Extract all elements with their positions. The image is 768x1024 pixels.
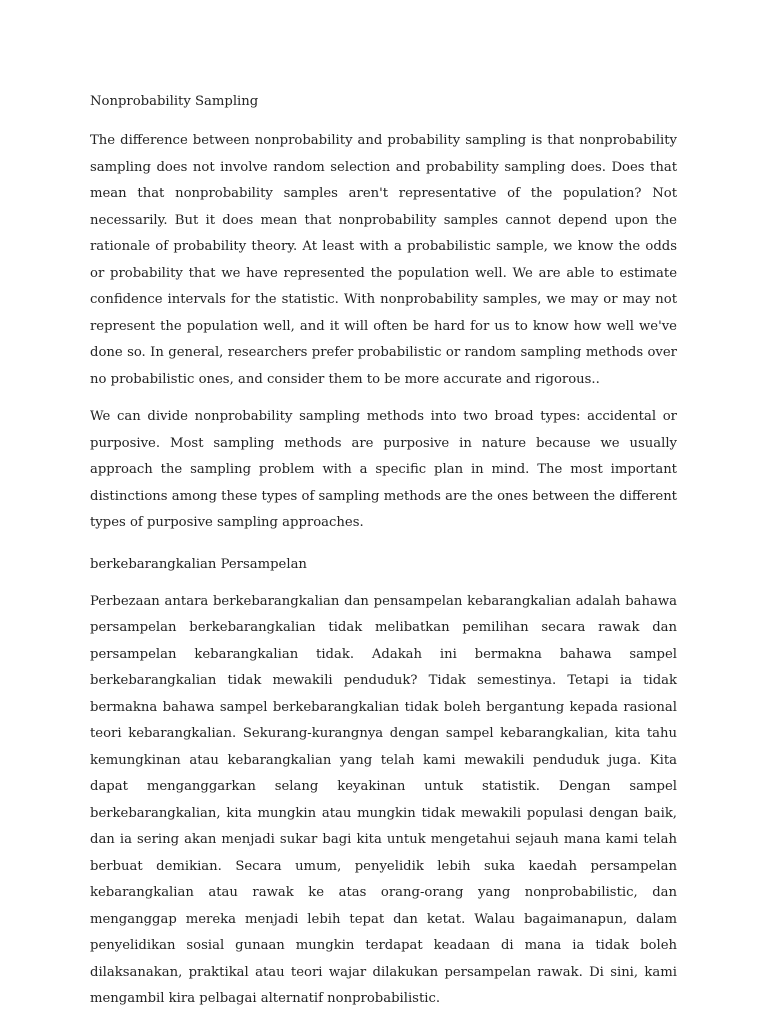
heading-nonprobability-sampling: Nonprobability Sampling	[90, 94, 259, 109]
paragraph-difference: The difference between nonprobability and probability sampling is that nonprobability sampling does not involve random selection and probability sampling does. Does that mean that nonprobability samples aren't representative of the population? Not necessarily. But it does mean that nonprobability samples cannot depend upon the rationale of probability theory. At least with a probabilistic sample, we know the odds or probability that we have represented the population well. We are able to estimate confidence intervals for the statistic. With nonprobability samples, we may or may not represent the population well, and it will often be hard for us to know how well we've done so. In general, researchers prefer probabilistic or random sampling methods over no probabilistic ones, and consider them to be more accurate and rigorous..	[90, 133, 677, 387]
document-body	[90, 92, 677, 1024]
paragraph-types: We can divide nonprobability sampling methods into two broad types: accidental or purposive. Most sampling methods are purposive in nature because we usually approach the sampling problem with a specific plan in mind. The most important distinctions among these types of sampling methods are the ones between the different types of purposive sampling approaches.	[90, 409, 677, 530]
heading-berkebarangkalian-persampelan: berkebarangkalian Persampelan	[90, 556, 307, 572]
paragraph-perbezaan: Perbezaan antara berkebarangkalian dan pensampelan kebarangkalian adalah bahawa persampelan berkebarangkalian tidak melibatkan pemilihan secara rawak dan persampelan kebarangkalian tidak. Adakah ini bermakna bahawa sampel berkebarangkalian tidak mewakili penduduk? Tidak semestinya. Tetapi ia tidak bermakna bahawa sampel berkebarangkalian tidak boleh bergantung kepada rasional teori kebarangkalian. Sekurang-kurangnya dengan sampel kebarangkalian, kita tahu kemungkinan atau kebarangkalian yang telah kami mewakili penduduk juga. Kita dapat menganggarkan selang keyakinan untuk statistik. Dengan sampel berkebarangkalian, kita mungkin atau mungkin tidak mewakili populasi dengan baik, dan ia sering akan menjadi sukar bagi kita untuk mengetahui sejauh mana kami telah berbuat demikian. Secara umum, penyelidik lebih suka kaedah persampelan kebarangkalian atau rawak ke atas orang-orang yang nonprobabilistic, dan menganggap mereka menjadi lebih tepat dan ketat. Walau bagaimanapun, dalam penyelidikan sosial gunaan mungkin terdapat keadaan di mana ia tidak boleh dilaksanakan, praktikal atau teori wajar dilakukan persampelan rawak. Di sini, kami mengambil kira pelbagai alternatif nonprobabilistic.	[90, 593, 677, 1006]
